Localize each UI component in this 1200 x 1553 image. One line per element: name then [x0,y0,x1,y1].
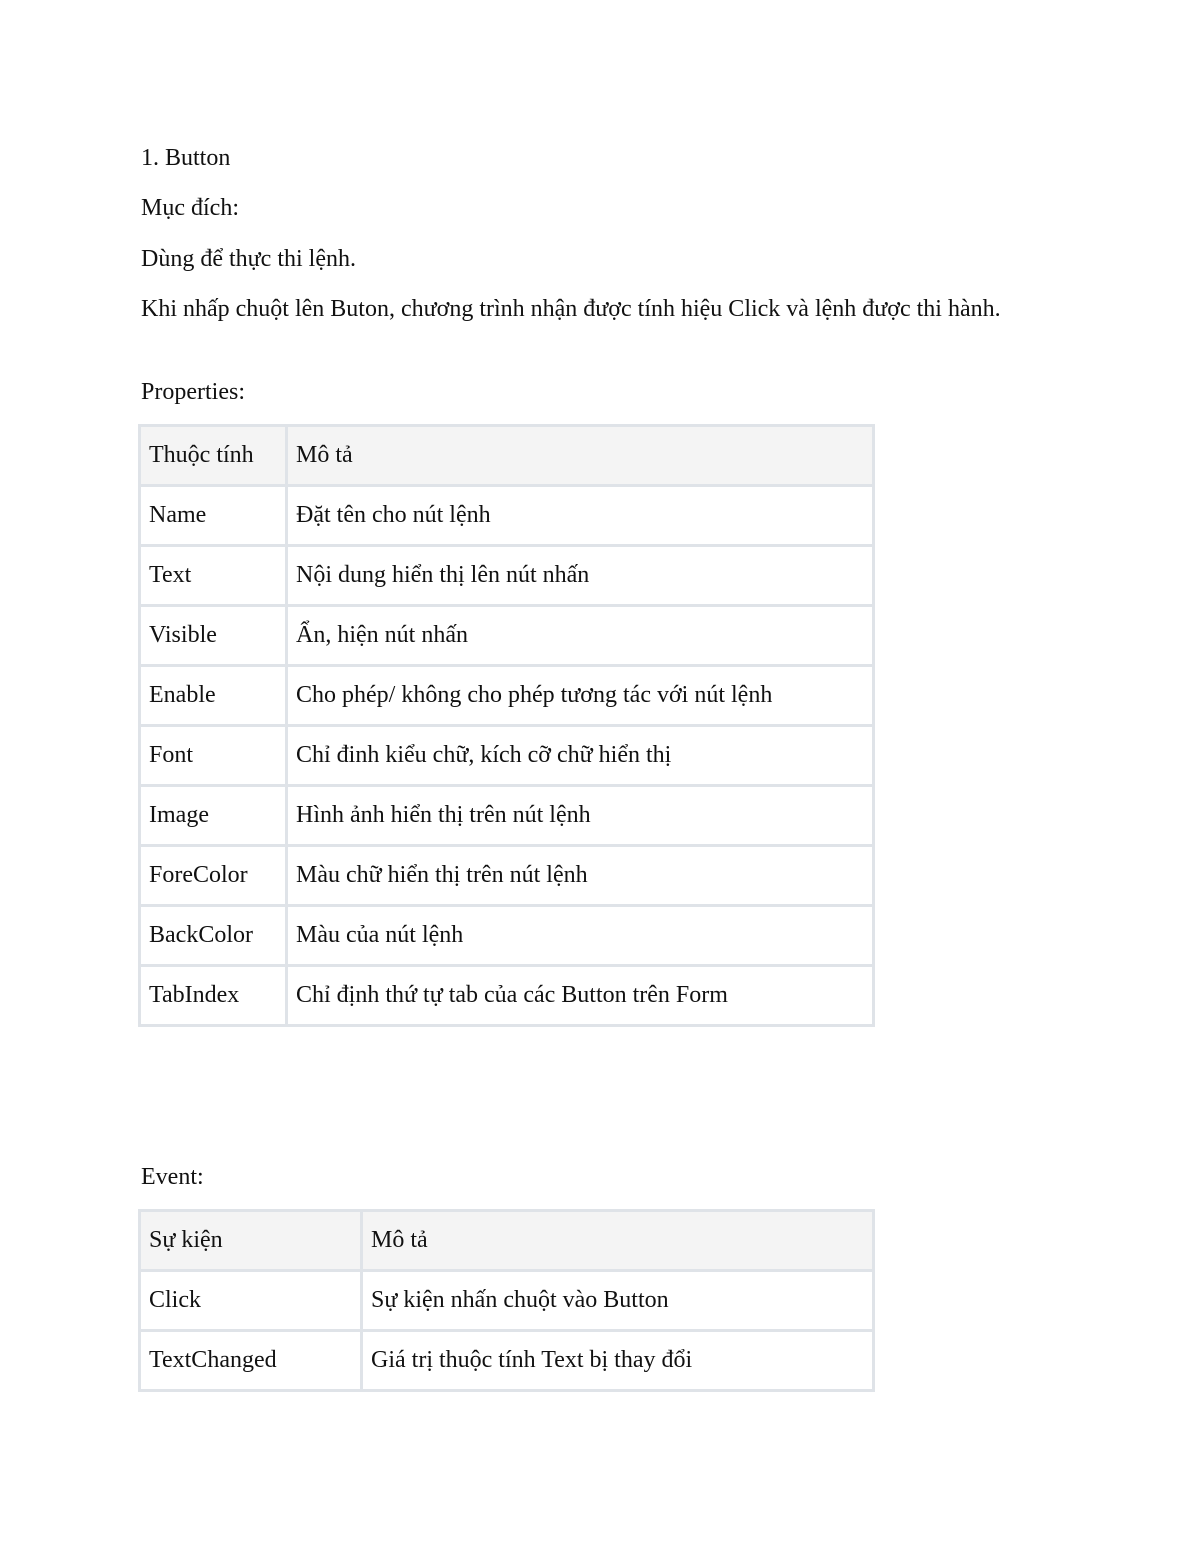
table-row [140,1331,874,1391]
property-description-cell: Nội dung hiển thị lên nút nhấn [287,546,874,606]
property-description-cell: Màu chữ hiển thị trên nút lệnh [287,846,874,906]
property-name-cell: Enable [140,666,287,726]
properties-table [138,424,875,1027]
event-label: Event: [141,1164,204,1190]
property-name-cell: TabIndex [140,966,287,1026]
events-table [138,1209,875,1392]
property-description-cell: Chỉ định thứ tự tab của các Button trên Form [287,966,874,1026]
table-row [140,486,874,546]
table-row [140,546,874,606]
event-name-cell: TextChanged [140,1331,362,1391]
header-cell-description: Mô tả [362,1211,874,1271]
property-name-cell: Visible [140,606,287,666]
table-row [140,666,874,726]
property-description-cell: Chỉ đinh kiểu chữ, kích cỡ chữ hiển thị [287,726,874,786]
property-name-cell: Text [140,546,287,606]
header-cell-description: Mô tả [287,426,874,486]
property-description-cell: Cho phép/ không cho phép tương tác với nút lệnh [287,666,874,726]
section-heading: 1. Button [141,145,231,171]
table-header-row [140,426,874,486]
property-name-cell: Name [140,486,287,546]
property-description-cell: Màu của nút lệnh [287,906,874,966]
property-name-cell: ForeColor [140,846,287,906]
property-description-cell: Ẩn, hiện nút nhấn [287,606,874,666]
table-row [140,846,874,906]
table-row [140,906,874,966]
property-name-cell: BackColor [140,906,287,966]
table-row [140,606,874,666]
purpose-line-1: Dùng để thực thi lệnh. [141,246,356,272]
purpose-label: Mục đích: [141,195,239,221]
table-row [140,726,874,786]
table-row [140,966,874,1026]
property-description-cell: Hình ảnh hiển thị trên nút lệnh [287,786,874,846]
event-description-cell: Giá trị thuộc tính Text bị thay đổi [362,1331,874,1391]
property-name-cell: Font [140,726,287,786]
purpose-line-2: Khi nhấp chuột lên Buton, chương trình nhận được tính hiệu Click và lệnh được thi hành. [141,296,1001,322]
event-name-cell: Click [140,1271,362,1331]
property-description-cell: Đặt tên cho nút lệnh [287,486,874,546]
properties-label: Properties: [141,379,245,405]
event-description-cell: Sự kiện nhấn chuột vào Button [362,1271,874,1331]
property-name-cell: Image [140,786,287,846]
table-row [140,786,874,846]
header-cell-property: Thuộc tính [140,426,287,486]
table-header-row [140,1211,874,1271]
table-row [140,1271,874,1331]
header-cell-event: Sự kiện [140,1211,362,1271]
